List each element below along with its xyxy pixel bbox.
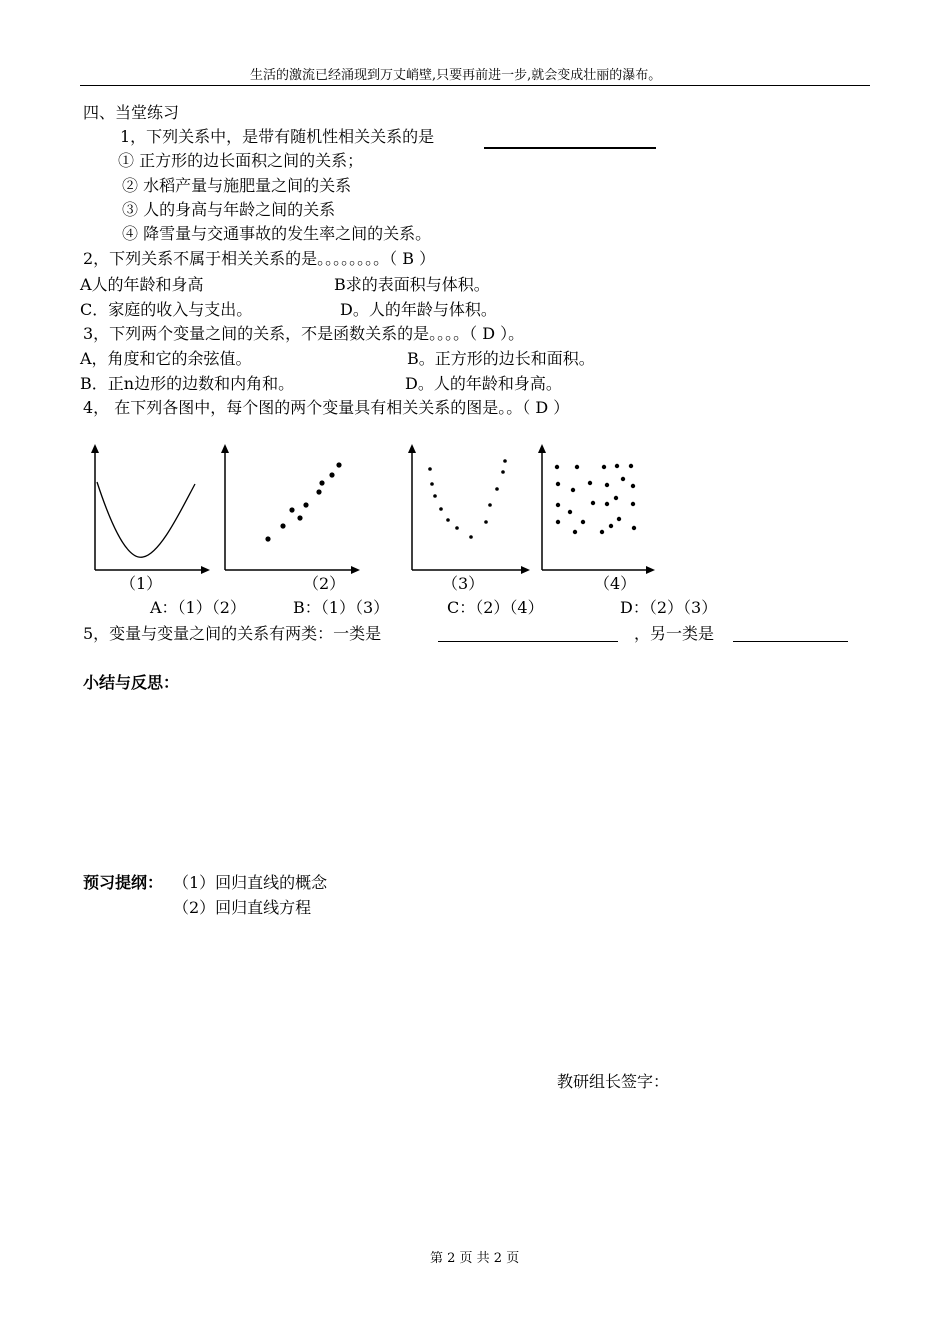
graph-2-point bbox=[265, 536, 270, 541]
q5-stem: 5，变量与变量之间的关系有两类：一类是 bbox=[83, 624, 382, 643]
graph-2-point bbox=[303, 502, 308, 507]
section-title: 四、当堂练习 bbox=[83, 103, 180, 122]
preview-title: 预习提纲： bbox=[83, 873, 164, 892]
graph-2-y-arrow bbox=[221, 444, 229, 453]
graph-3-y-arrow bbox=[408, 444, 416, 453]
graph-4-x-arrow bbox=[646, 566, 655, 574]
graph-2-point bbox=[329, 472, 334, 477]
q2-option-a: A人的年龄和身高 bbox=[80, 275, 204, 294]
graph-2-point bbox=[316, 489, 321, 494]
graph-3-point bbox=[503, 459, 507, 463]
graph-3-point bbox=[495, 487, 499, 491]
graph-4-point bbox=[631, 484, 635, 488]
graph-4-point bbox=[632, 526, 636, 530]
graph-4-point bbox=[609, 524, 613, 528]
graph-4-point bbox=[568, 510, 572, 514]
graph-4-point bbox=[591, 501, 595, 505]
q4-choice-c: C：（2）（4） bbox=[447, 598, 544, 617]
graph-2 bbox=[215, 442, 365, 577]
graph-4-point bbox=[588, 481, 592, 485]
graph-3-points bbox=[428, 459, 507, 539]
graph-4-point bbox=[631, 502, 635, 506]
graph-1-curve bbox=[97, 482, 195, 557]
page-number: 第 2 页 共 2 页 bbox=[430, 1251, 520, 1266]
graph-4-label: （4） bbox=[594, 574, 637, 593]
graph-4-point bbox=[605, 502, 609, 506]
header-motto: 生活的激流已经涌现到万丈峭壁,只要再前进一步,就会变成壮丽的瀑布。 bbox=[250, 68, 662, 83]
graph-3-point bbox=[428, 467, 432, 471]
q1-stem: 1，下列关系中，是带有随机性相关关系的是 bbox=[120, 127, 435, 146]
graph-3-point bbox=[439, 507, 443, 511]
preview-item-2: （2）回归直线方程 bbox=[173, 898, 312, 917]
graph-4-point bbox=[573, 530, 577, 534]
graph-3 bbox=[400, 442, 535, 577]
graph-2-point bbox=[289, 507, 294, 512]
q5-blank-1[interactable] bbox=[438, 641, 618, 642]
graph-2-points bbox=[265, 462, 341, 541]
graph-1 bbox=[85, 442, 215, 577]
graph-3-point bbox=[488, 503, 492, 507]
graph-2-point bbox=[280, 523, 285, 528]
q1-answer-blank[interactable] bbox=[484, 147, 656, 149]
q4-choice-d: D：（2）（3） bbox=[620, 598, 718, 617]
q5-middle: ，另一类是 bbox=[634, 624, 715, 643]
q2-stem: 2，下列关系不属于相关关系的是。。。。。。。。（ B ） bbox=[83, 249, 436, 268]
q4-choice-b: B：（1）（3） bbox=[293, 598, 390, 617]
graph-4-point bbox=[556, 503, 560, 507]
graph-3-x-arrow bbox=[521, 566, 530, 574]
q3-option-c: B．正n边形的边数和内角和。 bbox=[80, 374, 295, 393]
graph-2-point bbox=[336, 462, 341, 467]
q5-blank-2[interactable] bbox=[733, 641, 848, 642]
graph-4-point bbox=[629, 464, 633, 468]
graph-4-point bbox=[614, 496, 618, 500]
graph-2-point bbox=[319, 480, 324, 485]
q1-option-4: ④ 降雪量与交通事故的发生率之间的关系。 bbox=[122, 224, 432, 243]
graph-2-point bbox=[297, 515, 302, 520]
q1-option-2: ② 水稻产量与施肥量之间的关系 bbox=[122, 176, 352, 195]
graph-4-point bbox=[621, 477, 625, 481]
q1-option-3: ③ 人的身高与年龄之间的关系 bbox=[122, 200, 336, 219]
graph-4-point bbox=[605, 483, 609, 487]
graph-1-x-arrow bbox=[201, 566, 210, 574]
graph-3-point bbox=[433, 494, 437, 498]
graph-4-points bbox=[555, 464, 636, 534]
q2-option-d: D。人的年龄与体积。 bbox=[340, 300, 497, 319]
graph-3-point bbox=[469, 535, 473, 539]
q2-option-c: C．家庭的收入与支出。 bbox=[80, 300, 253, 319]
graph-4-point bbox=[581, 520, 585, 524]
q3-option-b: B。正方形的边长和面积。 bbox=[407, 349, 595, 368]
q1-option-1: ① 正方形的边长面积之间的关系； bbox=[118, 151, 364, 170]
q3-stem: 3，下列两个变量之间的关系，不是函数关系的是。。。。（ D ）。 bbox=[83, 324, 525, 343]
graph-4-point bbox=[615, 464, 619, 468]
graph-3-point bbox=[430, 482, 434, 486]
graph-4-point bbox=[617, 517, 621, 521]
q4-choice-a: A：（1）（2） bbox=[150, 598, 246, 617]
graph-4-point bbox=[575, 465, 579, 469]
graph-3-label: （3） bbox=[442, 574, 485, 593]
graph-4-point bbox=[600, 530, 604, 534]
graph-4-point bbox=[556, 482, 560, 486]
graph-4-point bbox=[555, 465, 559, 469]
graph-4-point bbox=[602, 465, 606, 469]
graph-2-x-arrow bbox=[351, 566, 360, 574]
graph-4 bbox=[530, 442, 660, 577]
graph-4-y-arrow bbox=[538, 444, 546, 453]
preview-item-1: （1）回归直线的概念 bbox=[173, 873, 328, 892]
header-rule bbox=[80, 85, 870, 86]
graph-4-point bbox=[571, 488, 575, 492]
summary-title: 小结与反思： bbox=[83, 673, 180, 692]
q3-option-a: A，角度和它的余弦值。 bbox=[80, 349, 252, 368]
signature-label: 教研组长签字： bbox=[557, 1072, 670, 1091]
q4-stem: 4， 在下列各图中，每个图的两个变量具有相关关系的图是。。（ D ） bbox=[83, 398, 570, 417]
graph-3-point bbox=[455, 526, 459, 530]
q3-option-d: D。人的年龄和身高。 bbox=[405, 374, 562, 393]
graph-3-point bbox=[484, 520, 488, 524]
graph-3-point bbox=[446, 518, 450, 522]
graph-4-point bbox=[556, 520, 560, 524]
graph-1-label: （1） bbox=[120, 574, 163, 593]
graph-3-point bbox=[501, 470, 505, 474]
q2-option-b: B求的表面积与体积。 bbox=[334, 275, 490, 294]
graph-2-label: （2） bbox=[303, 574, 346, 593]
graph-1-y-arrow bbox=[91, 444, 99, 453]
